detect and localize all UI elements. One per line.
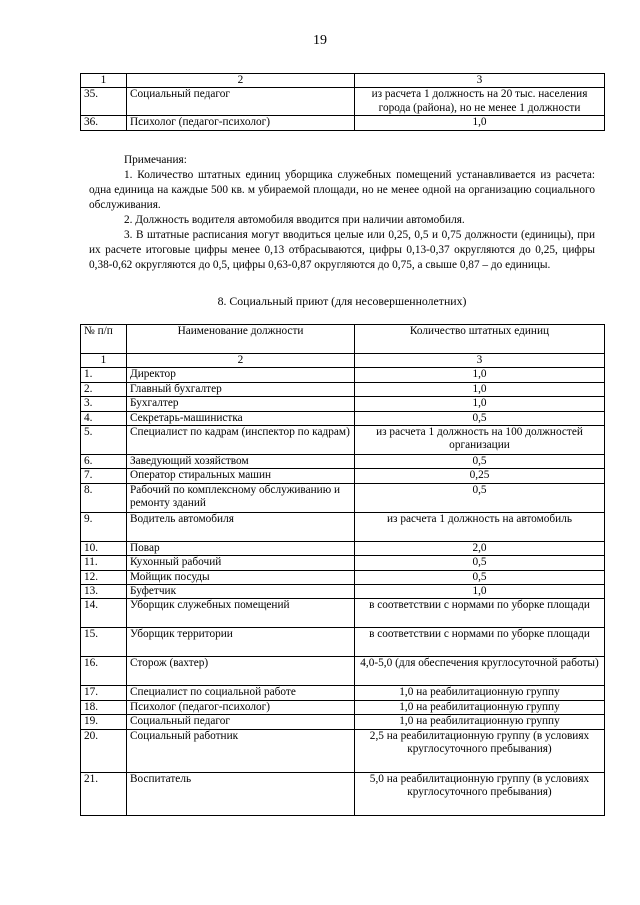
notes-heading: Примечания: [124, 154, 187, 166]
header-cell: 1 [81, 354, 127, 368]
note-item: 2. Должность водителя автомобиля вводится при наличии автомобиля. [124, 214, 465, 226]
staff-quantity: 5,0 на реабилитационную группу (в условиях круглосуточного пребывания) [355, 772, 605, 815]
table-row [81, 599, 605, 628]
row-number: 4. [81, 411, 127, 425]
row-number: 13. [81, 585, 127, 599]
table-row [81, 88, 605, 116]
notes-section [89, 153, 595, 273]
header-cell: 1 [81, 74, 127, 88]
table-row [81, 411, 605, 425]
position-name: Мойщик посуды [127, 570, 355, 584]
table-row [81, 541, 605, 555]
staff-quantity: 1,0 [355, 397, 605, 411]
row-number: 14. [81, 599, 127, 628]
position-name: Уборщик служебных помещений [127, 599, 355, 628]
staff-table-shelter [80, 324, 605, 816]
table-row [81, 715, 605, 729]
staff-quantity: 4,0-5,0 (для обеспечения круглосуточной работы) [355, 657, 605, 686]
table-row [81, 397, 605, 411]
row-number: 19. [81, 715, 127, 729]
header-cell: 2 [127, 74, 355, 88]
staff-quantity: 1,0 [355, 368, 605, 382]
position-name: Социальный работник [127, 729, 355, 772]
row-number: 36. [81, 116, 127, 130]
table-row [81, 382, 605, 396]
row-number: 11. [81, 556, 127, 570]
table-row [81, 116, 605, 130]
row-number: 9. [81, 512, 127, 541]
staff-quantity: из расчета 1 должность на 100 должностей организации [355, 426, 605, 455]
row-number: 18. [81, 700, 127, 714]
table-row [81, 483, 605, 512]
table-row [81, 628, 605, 657]
position-name: Рабочий по комплексному обслуживанию и ремонту зданий [127, 483, 355, 512]
position-name: Бухгалтер [127, 397, 355, 411]
header-cell: 2 [127, 354, 355, 368]
column-header-number: № п/п [81, 325, 127, 354]
column-header-position: Наименование должности [127, 325, 355, 354]
table-row [81, 512, 605, 541]
row-number: 17. [81, 686, 127, 700]
note-item: 1. Количество штатных единиц уборщика служебных помещений устанавливается из расчета: одна единица на каждые 500 кв. м убираемой площади, но не менее одной на организацию социального обслуживания. [89, 169, 595, 211]
staff-quantity: в соответствии с нормами по уборке площади [355, 599, 605, 628]
position-name: Воспитатель [127, 772, 355, 815]
table-row [81, 729, 605, 772]
position-name: Повар [127, 541, 355, 555]
row-number: 20. [81, 729, 127, 772]
table-row [81, 585, 605, 599]
row-number: 5. [81, 426, 127, 455]
position-name: Психолог (педагог-психолог) [127, 700, 355, 714]
staff-quantity: 1,0 на реабилитационную группу [355, 715, 605, 729]
page-number: 19 [313, 33, 327, 48]
staff-quantity: 0,25 [355, 469, 605, 483]
position-name: Уборщик территории [127, 628, 355, 657]
position-name: Оператор стиральных машин [127, 469, 355, 483]
row-number: 7. [81, 469, 127, 483]
header-cell: 3 [355, 354, 605, 368]
table-row [81, 700, 605, 714]
position-name: Буфетчик [127, 585, 355, 599]
staff-quantity: 1,0 [355, 585, 605, 599]
table-row [81, 570, 605, 584]
position-name: Специалист по кадрам (инспектор по кадрам) [127, 426, 355, 455]
position-name: Водитель автомобиля [127, 512, 355, 541]
position-name: Директор [127, 368, 355, 382]
table-header-numbering [81, 354, 605, 368]
staff-quantity: из расчета 1 должность на 20 тыс. населения города (района), но не менее 1 должности [355, 88, 605, 116]
row-number: 10. [81, 541, 127, 555]
table-header-numbering [81, 74, 605, 88]
staff-table-continued [80, 73, 605, 131]
table-header [81, 325, 605, 354]
staff-quantity: 2,0 [355, 541, 605, 555]
position-name: Социальный педагог [127, 88, 355, 116]
staff-quantity: 0,5 [355, 570, 605, 584]
staff-quantity: 0,5 [355, 556, 605, 570]
staff-quantity: из расчета 1 должность на автомобиль [355, 512, 605, 541]
staff-quantity: 0,5 [355, 455, 605, 469]
position-name: Кухонный рабочий [127, 556, 355, 570]
staff-quantity: 1,0 на реабилитационную группу [355, 700, 605, 714]
staff-quantity: 2,5 на реабилитационную группу (в условиях круглосуточного пребывания) [355, 729, 605, 772]
position-name: Психолог (педагог-психолог) [127, 116, 355, 130]
table-row [81, 469, 605, 483]
position-name: Сторож (вахтер) [127, 657, 355, 686]
position-name: Заведующий хозяйством [127, 455, 355, 469]
staff-quantity: 0,5 [355, 411, 605, 425]
position-name: Главный бухгалтер [127, 382, 355, 396]
staff-quantity: 0,5 [355, 483, 605, 512]
header-cell: 3 [355, 74, 605, 88]
staff-quantity: 1,0 на реабилитационную группу [355, 686, 605, 700]
row-number: 1. [81, 368, 127, 382]
row-number: 16. [81, 657, 127, 686]
table-row [81, 657, 605, 686]
table-row [81, 772, 605, 815]
staff-quantity: в соответствии с нормами по уборке площади [355, 628, 605, 657]
table-row [81, 455, 605, 469]
table-row [81, 686, 605, 700]
position-name: Секретарь-машинистка [127, 411, 355, 425]
row-number: 2. [81, 382, 127, 396]
table-row [81, 556, 605, 570]
staff-quantity: 1,0 [355, 116, 605, 130]
row-number: 6. [81, 455, 127, 469]
row-number: 15. [81, 628, 127, 657]
note-item: 3. В штатные расписания могут вводиться целые или 0,25, 0,5 и 0,75 должности (единицы), при их расчете итоговые цифры менее 0,13 отбрасываются, цифры 0,13-0,37 округляются до 0,25, цифры 0,38-0,62 округляются до 0,5, цифры 0,63-0,87 округляются до 0,75, а свыше 0,87 – до единицы. [89, 229, 595, 271]
position-name: Специалист по социальной работе [127, 686, 355, 700]
section-title: 8. Социальный приют (для несовершеннолетних) [217, 294, 467, 308]
row-number: 21. [81, 772, 127, 815]
row-number: 35. [81, 88, 127, 116]
staff-quantity: 1,0 [355, 382, 605, 396]
column-header-quantity: Количество штатных единиц [355, 325, 605, 354]
table-row [81, 368, 605, 382]
row-number: 3. [81, 397, 127, 411]
position-name: Социальный педагог [127, 715, 355, 729]
table-row [81, 426, 605, 455]
row-number: 12. [81, 570, 127, 584]
row-number: 8. [81, 483, 127, 512]
